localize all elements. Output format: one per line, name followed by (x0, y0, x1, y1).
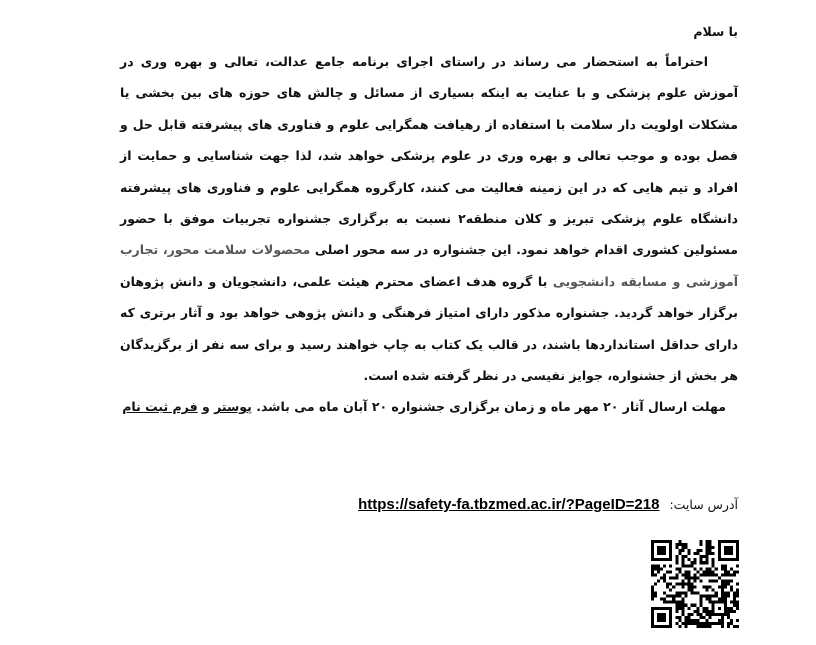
website-row (358, 496, 738, 513)
festival-axes: محصولات سلامت محور، تجارب آموزشی و مسابقه دانشجویی (120, 242, 739, 289)
registration-form-link[interactable]: فرم ثبت نام (122, 399, 198, 415)
poster-link[interactable]: پوستر (214, 399, 252, 415)
deadline-text: مهلت ارسال آثار ۲۰ مهر ماه و زمان برگزاری جشنواره ۲۰ آبان ماه می باشد. (256, 399, 726, 415)
greeting: با سلام (693, 24, 738, 39)
letter-body (120, 18, 738, 423)
and-word: و (202, 399, 210, 415)
main-paragraph-part1: احتراماً به استحضار می رساند در راستای اجرای برنامه جامع عدالت، تعالی و بهره وری در آموزش علوم پزشکی و با عنایت به اینکه بسیاری از مسائل و چالش های حوزه های بین بخشی یا مشکلات اولویت دار سلامت با استفاده از رهیافت همگرایی علوم و فناوری های پیشرفته قابل حل و فصل بوده و موجب تعالی و بهره وری در علوم پزشکی خواهد شد، لذا جهت شناسایی و حمایت از افراد و تیم هایی که در این زمینه فعالیت می کنند، کارگروه همگرایی علوم و فناوری های پیشرفته دانشگاه علوم پزشکی تبریز و کلان منطقه۲ نسبت به برگزاری جشنواره تجربیات موفق با حضور مسئولین کشوری اقدام خواهد نمود. این جشنواره در سه محور اصلی (120, 54, 738, 258)
main-paragraph-part2: با گروه هدف اعضای محترم هیئت علمی، دانشجویان و دانش پژوهان برگزار خواهد گردید. جشنواره مذکور دارای امتیاز فرهنگی و دانش پژوهی خواهد بود و آثار برتری که دارای حداقل استانداردها باشند، در قالب یک کتاب به چاپ خواهند رسید و برای سه نفر از برگزیدگان هر بخش از جشنواره، جوایز نفیسی در نظر گرفته شده است. (120, 273, 738, 384)
main-paragraph (120, 46, 738, 391)
deadline-paragraph (120, 391, 738, 422)
website-label: آدرس سایت: (669, 497, 738, 512)
website-url-link[interactable]: https://safety-fa.tbzmed.ac.ir/?PageID=218 (358, 496, 660, 513)
qr-code-icon (651, 540, 739, 628)
qr-code-modules (651, 540, 739, 628)
